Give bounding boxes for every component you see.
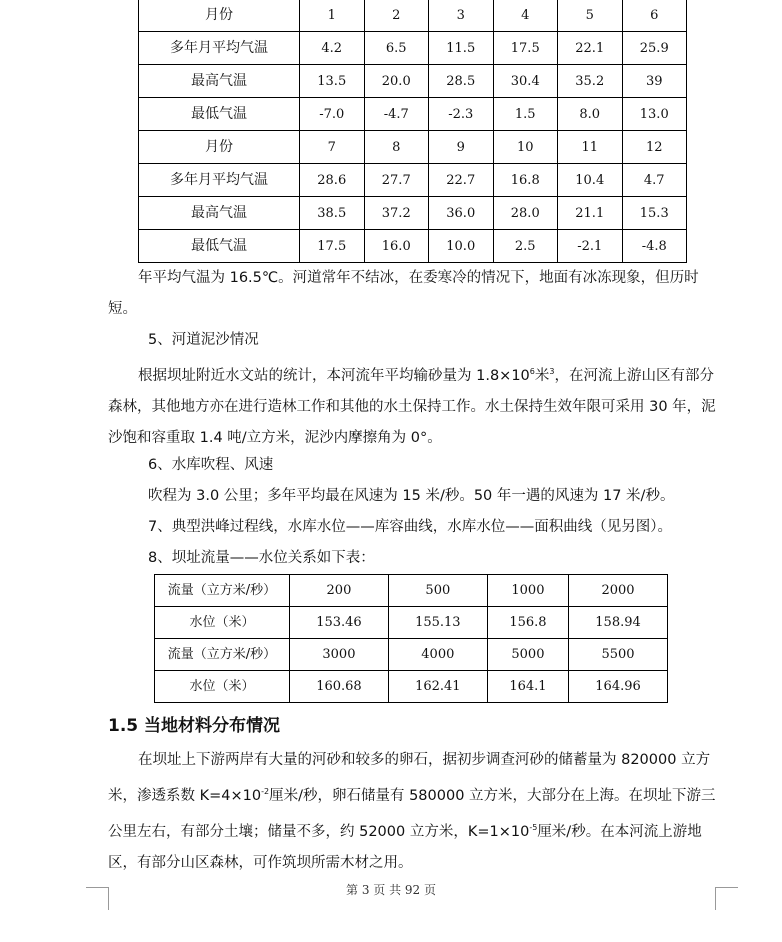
table-cell: 流量（立方米/秒） [155, 575, 290, 607]
table-cell: 月份 [139, 131, 300, 164]
table-row [155, 639, 668, 671]
table-cell: 13.0 [622, 98, 687, 131]
table-row [155, 607, 668, 639]
table-cell: 5000 [487, 639, 568, 671]
table-cell: 1000 [487, 575, 568, 607]
table-cell: 28.5 [429, 65, 494, 98]
table-cell: 22.7 [429, 164, 494, 197]
table-cell: 最高气温 [139, 197, 300, 230]
table-cell: 4.7 [622, 164, 687, 197]
table-cell: 水位（米） [155, 671, 290, 703]
sediment-text-c: ，在河流上游山区有部分森林，其他地方亦在进行造林工作和其他的水土保持工作。水土保持生效年限可采用 30 年，泥沙饱和容重取 1.4 吨/立方米，泥沙内摩擦角为 0°。 [108, 367, 716, 446]
annual-temperature-paragraph: 年平均气温为 16.5℃。河道常年不结冰，在委寒冷的情况下，地面有冰冻现象，但历时短。 [108, 270, 699, 317]
sediment-paragraph [108, 356, 718, 454]
table-cell: 最高气温 [139, 65, 300, 98]
table-cell: 162.41 [388, 671, 487, 703]
table-cell: 160.68 [290, 671, 389, 703]
table-cell: 10.4 [558, 164, 623, 197]
table-cell: -7.0 [300, 98, 365, 131]
table-cell: 1 [300, 0, 365, 32]
table-cell: 6.5 [364, 32, 429, 65]
table-cell: 7 [300, 131, 365, 164]
table-cell: 8 [364, 131, 429, 164]
table-cell: 10.0 [429, 230, 494, 263]
table-cell: 17.5 [493, 32, 558, 65]
table-cell: 28.6 [300, 164, 365, 197]
sediment-text-b: 米 [534, 367, 550, 384]
table-cell: 13.5 [300, 65, 365, 98]
table-cell: -4.8 [622, 230, 687, 263]
table-cell: 35.2 [558, 65, 623, 98]
item-5-heading: 5、河道泥沙情况 [148, 332, 259, 348]
table-cell: 156.8 [487, 607, 568, 639]
monthly-temperature-table [138, 0, 687, 263]
page-footer: 第 3 页 共 92 页 [346, 883, 436, 897]
table-cell: 22.1 [558, 32, 623, 65]
table-cell: 4.2 [300, 32, 365, 65]
table-row [139, 0, 687, 32]
table-row [139, 230, 687, 263]
table-cell: 39 [622, 65, 687, 98]
table-row [155, 575, 668, 607]
table-row [139, 164, 687, 197]
table-cell: 164.1 [487, 671, 568, 703]
table-cell: 8.0 [558, 98, 623, 131]
table-cell: 164.96 [569, 671, 668, 703]
table-cell: 流量（立方米/秒） [155, 639, 290, 671]
table-cell: 多年月平均气温 [139, 164, 300, 197]
table-cell: 4 [493, 0, 558, 32]
table-cell: 3 [429, 0, 494, 32]
table-cell: -2.3 [429, 98, 494, 131]
item-8-heading: 8、坝址流量——水位关系如下表： [148, 550, 375, 566]
sediment-text-a: 根据坝址附近水文站的统计，本河流年平均输砂量为 1.8×10 [138, 367, 530, 384]
table-cell: 25.9 [622, 32, 687, 65]
table-cell: 27.7 [364, 164, 429, 197]
table-cell: 17.5 [300, 230, 365, 263]
materials-sup-2: -5 [529, 822, 538, 832]
section-heading: 1.5 当地材料分布情况 [108, 716, 281, 736]
table-cell: 4000 [388, 639, 487, 671]
table-row [139, 98, 687, 131]
table-cell: 11.5 [429, 32, 494, 65]
materials-paragraph [108, 745, 718, 879]
table-cell: 5 [558, 0, 623, 32]
table-cell: 30.4 [493, 65, 558, 98]
table-cell: 最低气温 [139, 230, 300, 263]
table-cell: 2 [364, 0, 429, 32]
item-7-heading: 7、典型洪峰过程线，水库水位——库容曲线，水库水位——面积曲线（见另图）。 [148, 519, 672, 535]
margin-corner-mark [86, 887, 109, 910]
table-cell: 38.5 [300, 197, 365, 230]
table-cell: 15.3 [622, 197, 687, 230]
table-cell: 月份 [139, 0, 300, 32]
table-cell: 158.94 [569, 607, 668, 639]
table-cell: 200 [290, 575, 389, 607]
materials-text-c: 厘米/秒。在本河流上游地区，有部分山区森林，可作筑坝所需木材之用。 [108, 823, 702, 871]
table-cell: -2.1 [558, 230, 623, 263]
table-cell: 9 [429, 131, 494, 164]
table-cell: 最低气温 [139, 98, 300, 131]
table-cell: 16.8 [493, 164, 558, 197]
materials-text-b: 厘米/秒，卵石储量有 580000 立方米，大部分在上海。在坝址下游三公里左右，有部分土壤；储量不多，约 52000 立方米，K=1×10 [108, 787, 716, 840]
sediment-sup-unit: 3 [549, 367, 555, 376]
materials-text-a: 在坝址上下游两岸有大量的河砂和较多的卵石，据初步调查河砂的储蓄量为 820000 立方米，渗透系数 K=4×10 [108, 752, 711, 804]
table-cell: 36.0 [429, 197, 494, 230]
materials-sup-1: -2 [261, 787, 270, 796]
table-cell: 21.1 [558, 197, 623, 230]
wind-paragraph: 吹程为 3.0 公里；多年平均最在风速为 15 米/秒。50 年一遇的风速为 17 米/秒。 [148, 488, 675, 504]
item-6-heading: 6、水库吹程、风速 [148, 457, 274, 473]
table-row [139, 65, 687, 98]
table-cell: 37.2 [364, 197, 429, 230]
flow-stage-table [154, 574, 668, 703]
table-cell: 1.5 [493, 98, 558, 131]
table-row [155, 671, 668, 703]
margin-corner-mark [715, 887, 738, 910]
table-cell: 2000 [569, 575, 668, 607]
table-cell: 28.0 [493, 197, 558, 230]
table-cell: 155.13 [388, 607, 487, 639]
table-cell: 6 [622, 0, 687, 32]
table-cell: 10 [493, 131, 558, 164]
table-row [139, 197, 687, 230]
table-row [139, 32, 687, 65]
table-cell: -4.7 [364, 98, 429, 131]
table-cell: 2.5 [493, 230, 558, 263]
sediment-sup-exponent: 6 [529, 367, 535, 376]
table-cell: 16.0 [364, 230, 429, 263]
table-cell: 153.46 [290, 607, 389, 639]
table-cell: 多年月平均气温 [139, 32, 300, 65]
table-cell: 20.0 [364, 65, 429, 98]
table-row [139, 131, 687, 164]
table-cell: 11 [558, 131, 623, 164]
table-cell: 12 [622, 131, 687, 164]
table-cell: 5500 [569, 639, 668, 671]
table-cell: 水位（米） [155, 607, 290, 639]
table-cell: 3000 [290, 639, 389, 671]
table-cell: 500 [388, 575, 487, 607]
